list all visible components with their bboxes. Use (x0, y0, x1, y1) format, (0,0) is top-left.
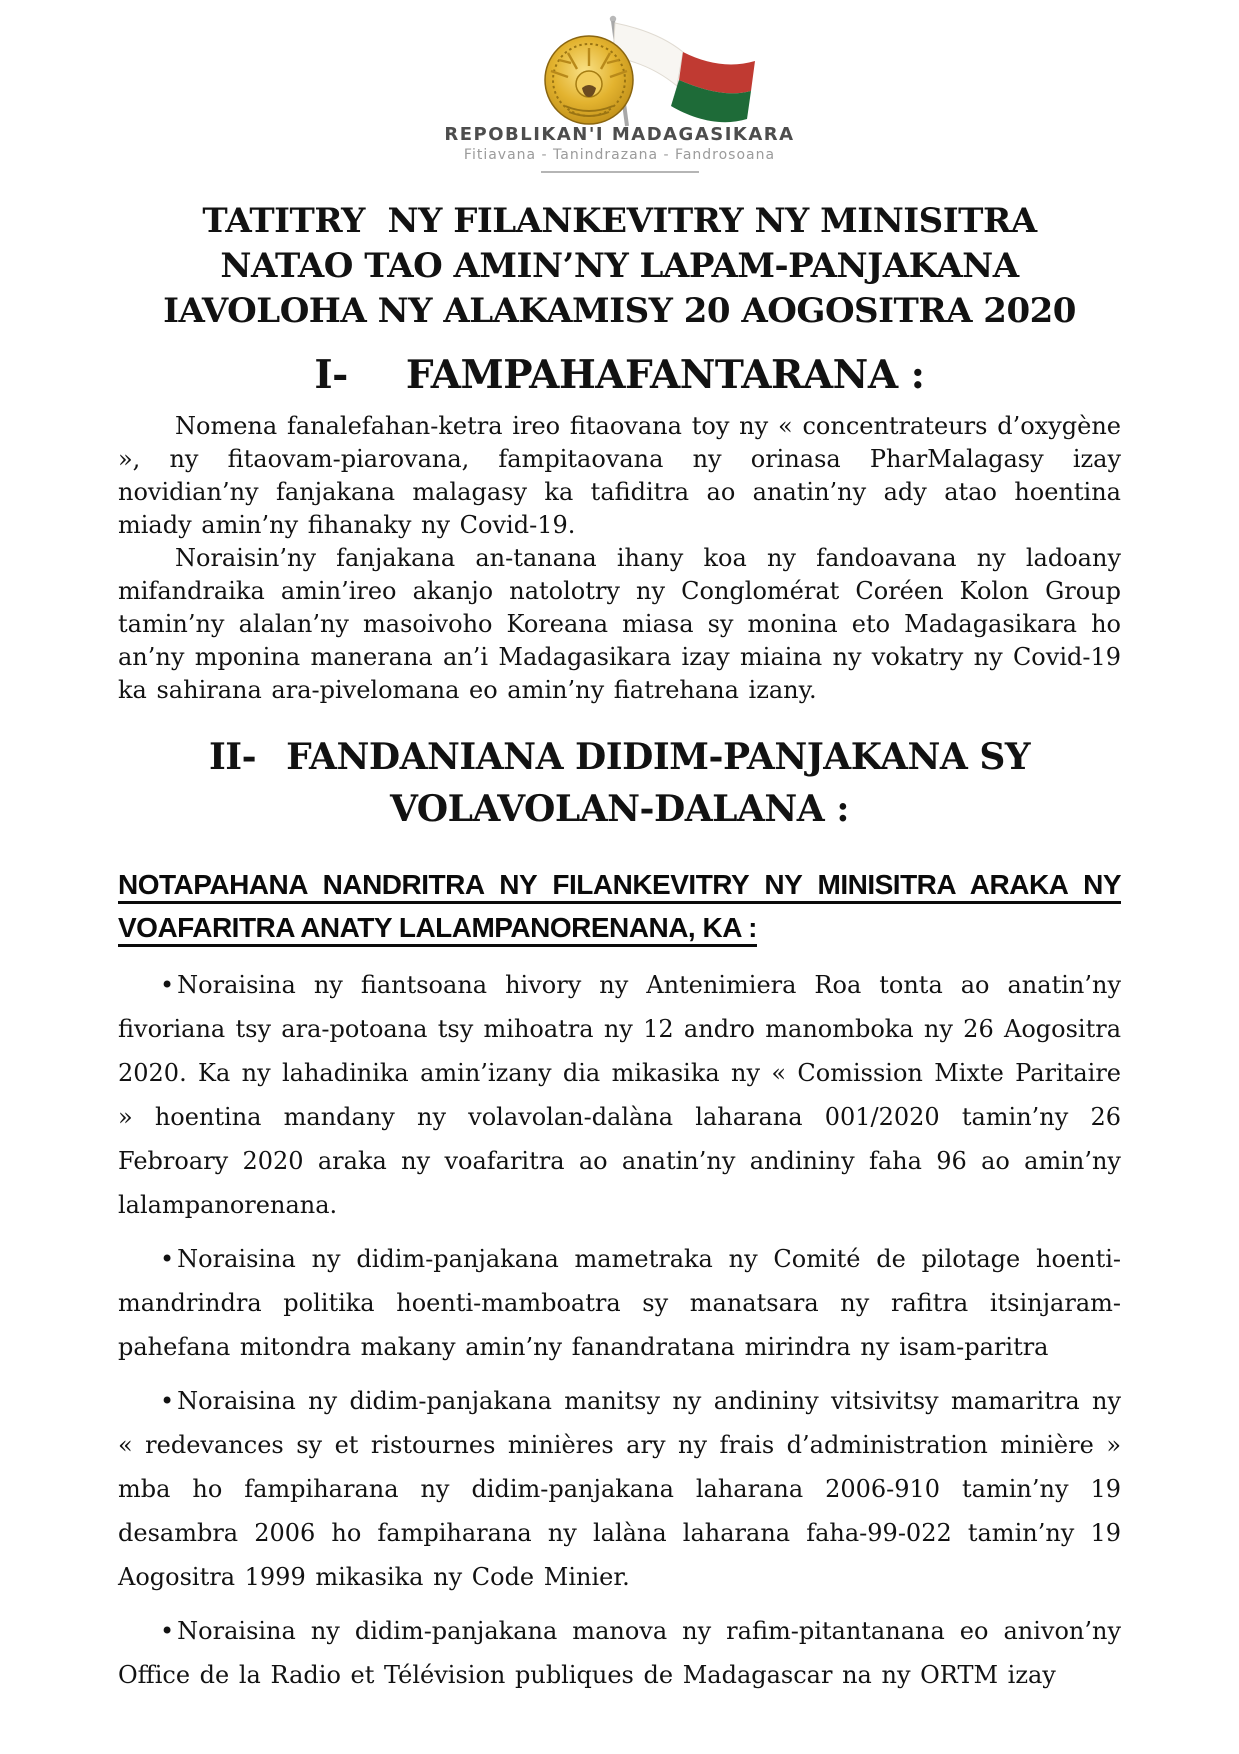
section-1-numeral: I- (314, 352, 348, 398)
title-line-2: NATAO TAO AMIN’NY LAPAM-PANJAKANA (220, 246, 1019, 286)
decision-item-2-text: Noraisina ny didim-panjakana mametraka ny Comité de pilotage hoenti-mandrindra politika hoenti-mamboatra sy manatsara ny rafitra itsinjaram-pahefana mitondra makany amin’ny fanandratana mirindra ny isam-paritra (118, 1245, 1121, 1361)
bullet-icon: • (160, 1387, 175, 1415)
section-2-numeral: II- (208, 736, 257, 778)
emblem-divider (541, 171, 699, 173)
madagascar-emblem-icon (455, 14, 785, 128)
decision-item-1 (118, 963, 1121, 1227)
bullet-icon: • (160, 1245, 175, 1273)
decisions-subheading-line-1: NOTAPAHANA NANDRITRA NY FILANKEVITRY NY MINISITRA ARAKA NY (118, 869, 1121, 900)
section-1-heading-text: FAMPAHAFANTARANA : (405, 352, 925, 398)
decision-list (118, 963, 1121, 1697)
document-body (0, 199, 1239, 1697)
decision-item-3-text: Noraisina ny didim-panjakana manitsy ny andininy vitsivitsy mamaritra ny « redevances sy et ristournes minières ary ny frais d’administration minière » mba ho fampiharana ny didim-panjakana laharana 2006-910 tamin’ny 19 desambra 2006 ho fampiharana ny lalàna laharana faha-99-022 tamin’ny 19 Aogositra 1999 mikasika ny Code Minier. (118, 1387, 1121, 1591)
decision-item-4-text: Noraisina ny didim-panjakana manova ny rafim-pitantanana eo anivon’ny Office de la Radio et Télévision publiques de Madagascar na ny ORTM izay (118, 1617, 1121, 1689)
emblem-country-name: REPOBLIKAN'I MADAGASIKARA (444, 124, 795, 145)
decisions-subheading-line-2: VOAFARITRA ANATY LALAMPANORENANA, KA : (118, 912, 757, 943)
section-2-heading-line-2: VOLAVOLAN-DALANA : (389, 788, 850, 830)
bullet-icon: • (160, 1617, 175, 1645)
national-emblem (0, 0, 1239, 173)
section-1-paragraph-1: Nomena fanalefahan-ketra ireo fitaovana toy ny « concentrateurs d’oxygène », ny fitaovam-piarovana, fampitaovana ny orinasa PharMalagasy izay novidian’ny fanjakana malagasy ka tafiditra ao anatin’ny ady atao hoentina miady amin’ny fihanaky ny Covid-19. (118, 412, 1121, 539)
document-title (118, 199, 1121, 334)
golden-seal-icon (545, 36, 633, 124)
emblem-motto: Fitiavana - Tanindrazana - Fandrosoana (463, 147, 776, 163)
section-1-heading (118, 350, 1121, 400)
section-2-heading (118, 731, 1121, 835)
madagascar-flag-icon (613, 23, 755, 122)
title-line-3: IAVOLOHA NY ALAKAMISY 20 AOGOSITRA 2020 (163, 291, 1076, 331)
section-1-paragraph-2: Noraisin’ny fanjakana an-tanana ihany koa ny fandoavana ny ladoany mifandraika amin’ireo akanjo natolotry ny Conglomérat Coréen Kolon Group tamin’ny alalan’ny masoivoho Koreana miasa sy monina eto Madagasikara ho an’ny mponina manerana an’i Madagasikara izay miaina ny vokatry ny Covid-19 ka sahirana ara-pivelomana eo amin’ny fiatrehana izany. (118, 544, 1121, 704)
section-2-heading-text-1: FANDANIANA DIDIM-PANJAKANA SY (286, 736, 1031, 778)
decision-item-4 (118, 1609, 1121, 1697)
section-2-heading-line-1 (118, 731, 1121, 783)
decision-item-2 (118, 1237, 1121, 1369)
decision-item-1-text: Noraisina ny fiantsoana hivory ny Antenimiera Roa tonta ao anatin’ny fivoriana tsy ara-potoana tsy mihoatra ny 12 andro manomboka ny 26 Aogositra 2020. Ka ny lahadinika amin’izany dia mikasika ny « Comission Mixte Paritaire » hoentina mandany ny volavolan-dalàna laharana 001/2020 tamin’ny 26 Febroary 2020 araka ny voafaritra ao anatin’ny andininy faha 96 ao amin’ny lalampanorenana. (118, 971, 1121, 1219)
bullet-icon: • (160, 971, 175, 999)
title-line-1: TATITRY NY FILANKEVITRY NY MINISITRA (202, 201, 1037, 241)
decision-item-3 (118, 1379, 1121, 1599)
decisions-subheading (118, 863, 1121, 949)
